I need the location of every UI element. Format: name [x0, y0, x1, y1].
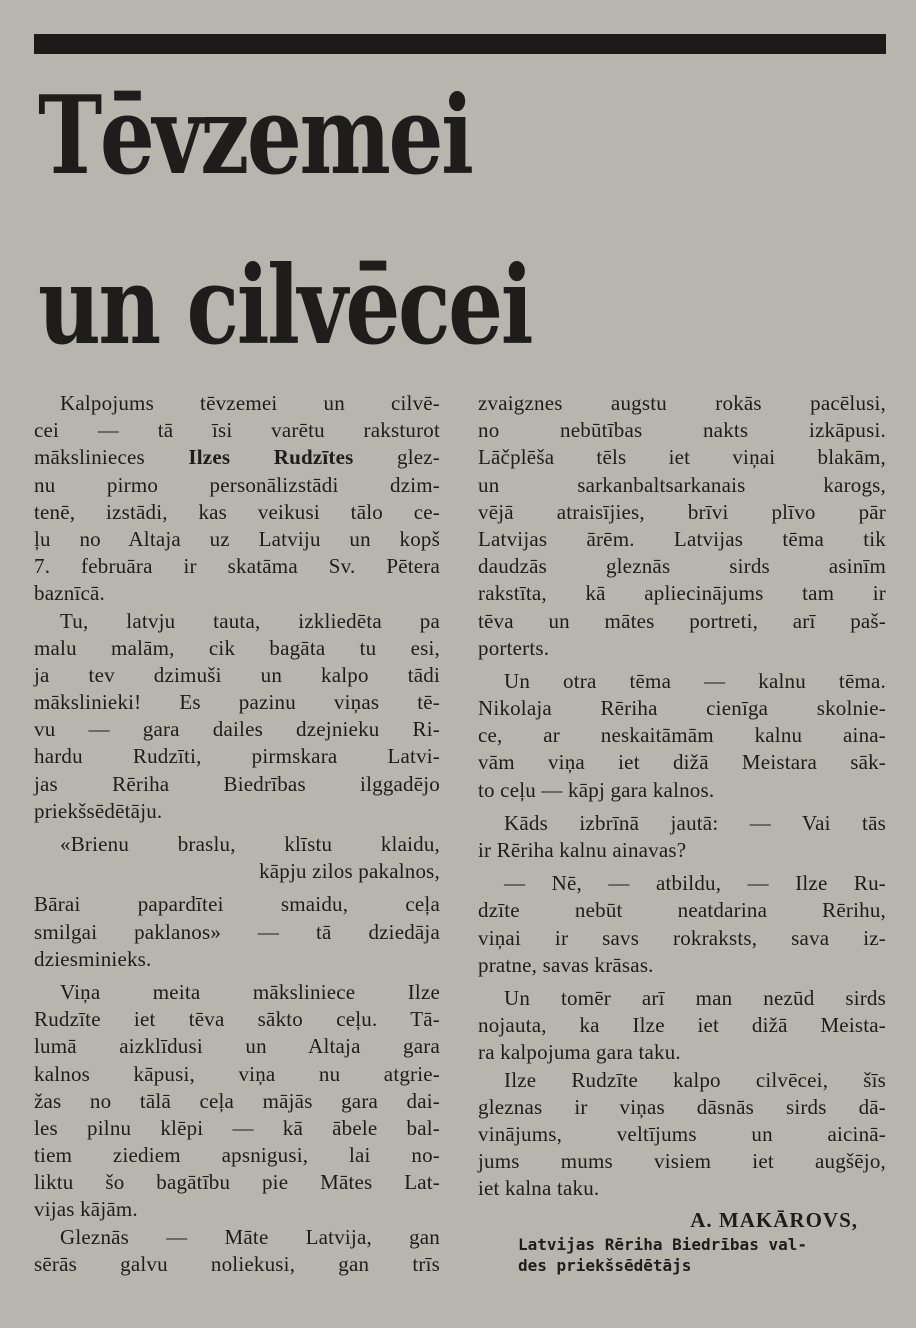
text-line: Kalpojums tēvzemei un cilvē- — [60, 391, 440, 415]
text-line: baznīcā. — [34, 581, 105, 606]
text-line: mākslinieces Ilzes Rudzītes glez- — [34, 445, 440, 470]
article-column-right — [478, 390, 886, 1202]
text-line: jas Rēriha Biedrības ilggadējo — [34, 771, 440, 796]
author-title-line-1: Latvijas Rēriha Biedrības val- — [518, 1235, 807, 1254]
text-line: iet kalna taku. — [478, 1176, 600, 1201]
author-signature — [478, 1206, 886, 1276]
text-line: ir Rēriha kalnu ainavas? — [478, 838, 687, 862]
text-line: — Nē, — atbildu, — Ilze Ru- — [504, 871, 886, 896]
text-line: kalnos kāpusi, viņa nu atgrie- — [34, 1061, 440, 1086]
text-line: Un tomēr arī man nezūd sirds — [504, 985, 886, 1010]
text-line: cei — tā īsi varētu raksturot — [34, 418, 440, 443]
text-line: mākslinieki! Es pazinu viņas tē- — [34, 690, 440, 715]
text-line: 7. februāra ir skatāma Sv. Pētera — [34, 554, 440, 579]
text-line: vu — gara dailes dzejnieku Ri- — [34, 717, 440, 742]
text-line: porterts. — [478, 635, 550, 660]
text-line: daudzās gleznās sirds asinīm — [478, 554, 886, 579]
text-line: sērās galvu noliekusi, gan trīs — [34, 1251, 440, 1276]
text-line: Kāds izbrīnā jautā: — Vai tās — [504, 810, 886, 835]
text-line: tenē, izstādi, kas veikusi tālo ce- — [34, 499, 440, 524]
text-line: Nikolaja Rēriha cienīga skolnie- — [478, 696, 886, 721]
poem-line: Bārai papardītei smaidu, ceļa — [34, 892, 440, 917]
author-name: A. MAKĀROVS, — [690, 1208, 858, 1232]
text-line: un sarkanbaltsarkanais karogs, — [478, 472, 886, 497]
text-line: Un otra tēma — kalnu tēma. — [504, 668, 886, 693]
text-line: liktu šo bagātību pie Mātes Lat- — [34, 1170, 440, 1195]
text-line: rakstīta, kā apliecinājums tam ir — [478, 581, 886, 606]
text-line: tēva un mātes portreti, arī paš- — [478, 608, 886, 633]
text-line: dziesminieks. — [34, 946, 152, 971]
text-line: priekšsēdētāju. — [34, 798, 163, 823]
text-line: tiem ziediem apsnigusi, lai no- — [34, 1143, 440, 1168]
poem-line: smilgai paklanos» — tā dziedāja — [34, 919, 440, 944]
text-line: Gleznās — Māte Latvija, gan — [60, 1224, 440, 1249]
headline-line-1: Tēvzemei — [38, 73, 472, 199]
text-line: dzīte nebūt neatdarina Rērihu, — [478, 898, 886, 923]
text-line: pratne, savas krāsas. — [478, 952, 654, 977]
text-line: no nebūtības nakts izkāpusi. — [478, 418, 886, 443]
text-line: ra kalpojuma gara taku. — [478, 1040, 681, 1065]
text-line: žas no tālā ceļa mājās gara dai- — [34, 1088, 440, 1113]
text-line: vām viņa iet dižā Meistara sāk- — [478, 750, 886, 775]
text-line: viņai ir savs rokraksts, sava iz- — [478, 925, 886, 950]
text-line: nojauta, ka Ilze iet dižā Meista- — [478, 1013, 886, 1038]
text-line: hardu Rudzīti, pirmskara Latvi- — [34, 744, 440, 769]
text-line: les pilnu klēpi — kā ābele bal- — [34, 1115, 440, 1140]
headline-line-2: un cilvēcei — [38, 243, 532, 369]
text-line: gleznas ir viņas dāsnās sirds dā- — [478, 1094, 886, 1119]
text-line: ce, ar neskaitāmām kalnu aina- — [478, 723, 886, 748]
text-line: lumā aizklīdusi un Altaja gara — [34, 1034, 440, 1059]
text-line: Lāčplēša tēls iet viņai blakām, — [478, 445, 886, 470]
text-line: jums mums visiem iet augšējo, — [478, 1149, 886, 1174]
text-line: Rudzīte iet tēva sākto ceļu. Tā- — [34, 1007, 440, 1032]
poem-line: «Brienu braslu, klīstu klaidu, — [60, 832, 440, 856]
text-line: Tu, latvju tauta, izkliedēta pa — [60, 608, 440, 633]
author-title-line-2: des priekšsēdētājs — [518, 1256, 692, 1275]
text-line: nu pirmo personālizstādi dzim- — [34, 472, 440, 497]
text-line: malu malām, cik bagāta tu esi, — [34, 635, 440, 660]
text-line: ļu no Altaja uz Latviju un kopš — [34, 526, 440, 551]
text-line: zvaigznes augstu rokās pacēlusi, — [478, 391, 886, 415]
top-rule — [34, 34, 886, 54]
text-line: vējā atraisījies, brīvi plīvo pār — [478, 499, 886, 524]
text-line: vinājums, veltījums un aicinā- — [478, 1121, 886, 1146]
poem-line: kāpju zilos pakalnos, — [259, 859, 440, 884]
text-line: to ceļu — kāpj gara kalnos. — [478, 777, 715, 802]
text-line: vijas kājām. — [34, 1197, 138, 1222]
text-line: Latvijas ārēm. Latvijas tēma tik — [478, 526, 886, 551]
text-line: Ilze Rudzīte kalpo cilvēcei, šīs — [504, 1067, 886, 1092]
text-line: Viņa meita māksliniece Ilze — [60, 979, 440, 1004]
text-line: ja tev dzimuši un kalpo tādi — [34, 662, 440, 687]
article-column-left — [34, 390, 440, 1278]
bold-name: Ilzes Rudzītes — [188, 445, 354, 470]
